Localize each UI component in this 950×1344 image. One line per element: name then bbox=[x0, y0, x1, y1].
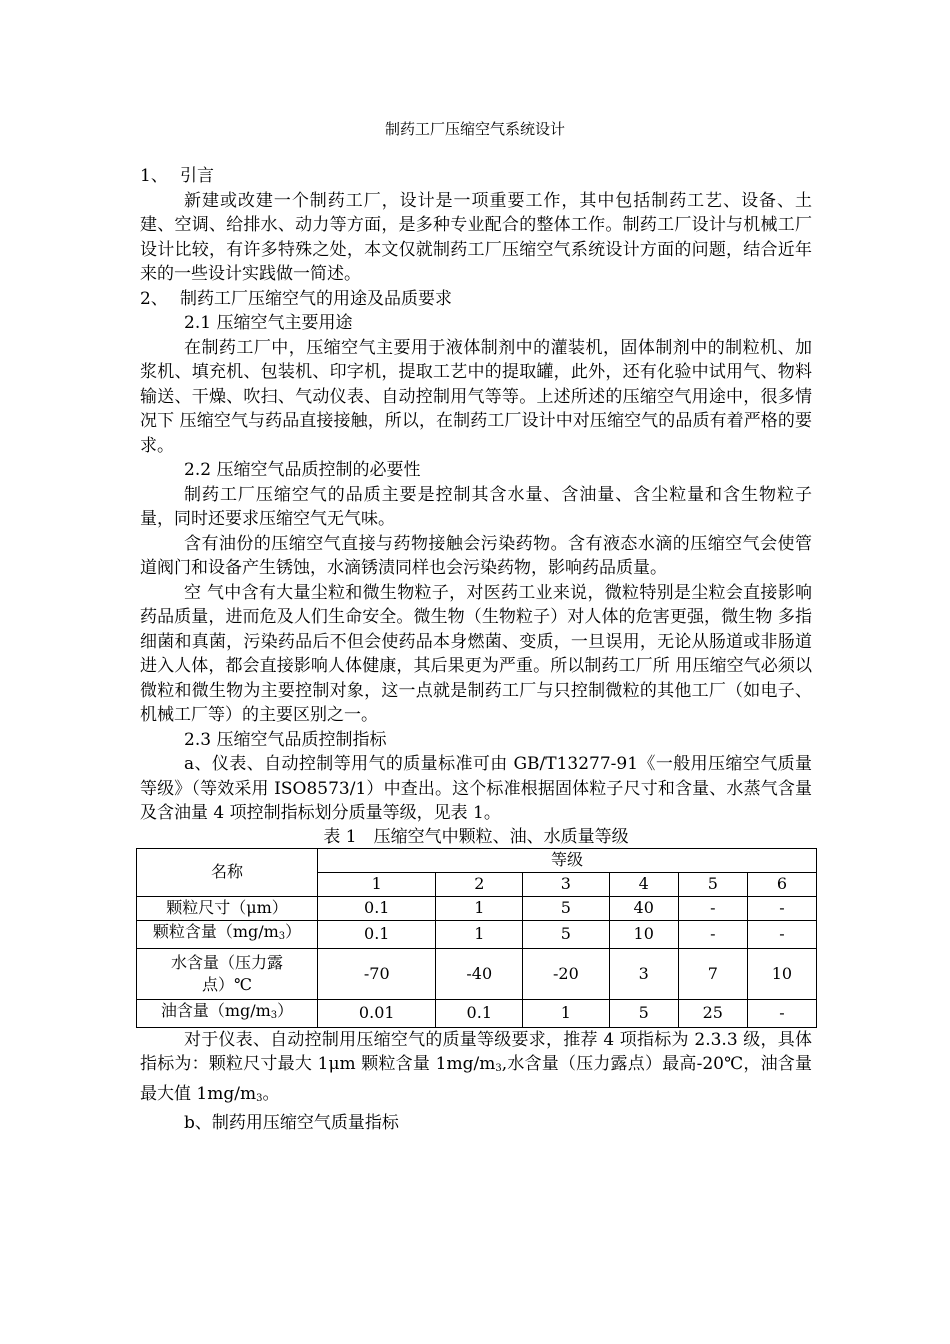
table-cell: -40 bbox=[436, 948, 523, 999]
table-cell: - bbox=[747, 999, 816, 1027]
table-cell: 3 bbox=[609, 948, 678, 999]
row-name bbox=[137, 948, 318, 999]
table-cell: 5 bbox=[523, 896, 610, 920]
row-name-line: 水含量（压力露 bbox=[170, 952, 283, 972]
table-cell: 25 bbox=[678, 999, 747, 1027]
section-title: 引言 bbox=[180, 166, 214, 186]
table-row bbox=[137, 920, 817, 948]
subscript: 3 bbox=[278, 930, 286, 942]
section-2-heading bbox=[140, 287, 812, 312]
table-caption: 表 1 压缩空气中颗粒、油、水质量等级 bbox=[323, 826, 629, 847]
paragraph: 新建或改建一个制药工厂，设计是一项重要工作，其中包括制药工艺、设备、土建、空调、给排水、动力等方面，是多种专业配合的整体工作。制药工厂设计与机械工厂设计比较，有许多特殊之处，本文仅就制药工厂压缩空气系统设计方面的问题，结合近年来的一些设计实践做一简述。 bbox=[140, 190, 812, 284]
paragraph: a、仪表、自动控制等用气的质量标准可由 GB/T13277-91《一般用压缩空气质量等级》（等效采用 ISO8573/1）中查出。这个标准根据固体粒子尺寸和含量、水蒸气含量及含油量 4 项控制指标划分质量等级，见表 1。 bbox=[140, 754, 812, 823]
row-name bbox=[137, 920, 318, 948]
table-cell: - bbox=[747, 896, 816, 920]
document-title: 制药工厂压缩空气系统设计 bbox=[384, 120, 565, 138]
table-cell: - bbox=[747, 920, 816, 948]
table-cell: 0.1 bbox=[318, 920, 436, 948]
table-row bbox=[137, 896, 817, 920]
subsection-2-3-heading: 2.3 压缩空气品质控制指标 bbox=[184, 729, 387, 750]
paragraph: 空 气中含有大量尘粒和微生物粒子，对医药工业来说，微粒特别是尘粒会直接影响药品质量，进而危及人们生命安全。微生物（生物粒子）对人体的危害更强，微生物 多指细菌和真菌，污染药品后不但会使药品本身燃菌、变质，一旦误用，无论从肠道或非肠道进入人体，都会直接影响人体健康，其后果更为严重。所以制药工厂所 用压缩空气必须以微粒和微生物为主要控制对象，这一点就是制药工厂与只控制微粒的其他工厂（如电子、机械工厂等）的主要区别之一。 bbox=[140, 582, 812, 725]
quality-grade-table bbox=[136, 848, 817, 1028]
table-cell: 7 bbox=[678, 948, 747, 999]
subscript: 3 bbox=[270, 1009, 278, 1021]
paragraph-text: 。 bbox=[262, 1083, 280, 1104]
table-cell: - bbox=[678, 920, 747, 948]
table-cell: 0.1 bbox=[318, 896, 436, 920]
paragraph: 在制药工厂中，压缩空气主要用于液体制剂中的灌装机，固体制剂中的制粒机、加浆机、填充机、包装机、印字机，提取工艺中的提取罐，此外，还有化验中试用气、物料输送、干燥、吹扫、气动仪表、自动控制用气等等。上述所述的压缩空气用途中，很多情况下 压缩空气与药品直接接触，所以，在制药工厂设计中对压缩空气的品质有着严格的要求。 bbox=[140, 337, 812, 456]
table-cell: 5 bbox=[609, 999, 678, 1027]
document-body bbox=[140, 164, 812, 1136]
row-name-text: 颗粒含量（mg/m bbox=[152, 921, 279, 941]
section-number: 2、 bbox=[140, 288, 168, 309]
table-cell: 1 bbox=[436, 896, 523, 920]
grade-header: 等级 bbox=[318, 848, 817, 872]
table-cell: 10 bbox=[609, 920, 678, 948]
table-header-row bbox=[137, 848, 817, 872]
table-cell: - bbox=[678, 896, 747, 920]
table-cell: 5 bbox=[523, 920, 610, 948]
table-row bbox=[137, 999, 817, 1027]
paragraph: 含有油份的压缩空气直接与药物接触会污染药物。含有液态水滴的压缩空气会使管道阀门和设备产生锈蚀，水滴锈渍同样也会污染药物，影响药品质量。 bbox=[140, 533, 812, 578]
grade-cell: 5 bbox=[678, 872, 747, 896]
table-cell: -70 bbox=[318, 948, 436, 999]
name-header: 名称 bbox=[137, 848, 318, 896]
grade-cell: 6 bbox=[747, 872, 816, 896]
table-cell: 40 bbox=[609, 896, 678, 920]
grade-cell: 3 bbox=[523, 872, 610, 896]
table-cell: 0.01 bbox=[318, 999, 436, 1027]
grade-cell: 4 bbox=[609, 872, 678, 896]
paragraph: 制药工厂压缩空气的品质主要是控制其含水量、含油量、含尘粒量和含生物粒子量，同时还要求压缩空气无气味。 bbox=[140, 484, 812, 529]
subsection-2-1-heading: 2.1 压缩空气主要用途 bbox=[184, 313, 353, 333]
section-title: 制药工厂压缩空气的用途及品质要求 bbox=[180, 288, 452, 309]
section-1-heading bbox=[140, 164, 812, 189]
grade-cell: 2 bbox=[436, 872, 523, 896]
subsection-2-2-heading: 2.2 压缩空气品质控制的必要性 bbox=[184, 460, 421, 480]
row-name: 颗粒尺寸（μm） bbox=[137, 896, 318, 920]
grade-cell: 1 bbox=[318, 872, 436, 896]
table-cell: 1 bbox=[523, 999, 610, 1027]
table-cell: 1 bbox=[436, 920, 523, 948]
table-cell: -20 bbox=[523, 948, 610, 999]
row-name-text: ） bbox=[285, 921, 302, 941]
row-name-text: 油含量（mg/m bbox=[160, 1000, 271, 1020]
subscript: 3 bbox=[256, 1092, 263, 1104]
table-cell: 10 bbox=[747, 948, 816, 999]
paragraph bbox=[140, 1028, 812, 1112]
table-cell: 0.1 bbox=[436, 999, 523, 1027]
row-name bbox=[137, 999, 318, 1027]
row-name-text: ） bbox=[277, 1000, 294, 1020]
subscript: 3 bbox=[495, 1063, 502, 1074]
subsection-b-heading: b、制药用压缩空气质量指标 bbox=[184, 1113, 399, 1133]
section-number: 1、 bbox=[140, 166, 168, 186]
row-name-line: 点）℃ bbox=[202, 974, 252, 994]
table-row bbox=[137, 948, 817, 999]
paragraph-text: 对于仪表、自动控制用压缩空气的质量等级要求，推荐 4 项指标为 2.3.3 级，具体指标为：颗粒尺寸最大 1μm 颗粒含量 1mg/m bbox=[140, 1029, 812, 1074]
paragraph-text: ,水含量（压力露点）最高-20℃，油含量最大值 1mg/m bbox=[140, 1054, 812, 1104]
